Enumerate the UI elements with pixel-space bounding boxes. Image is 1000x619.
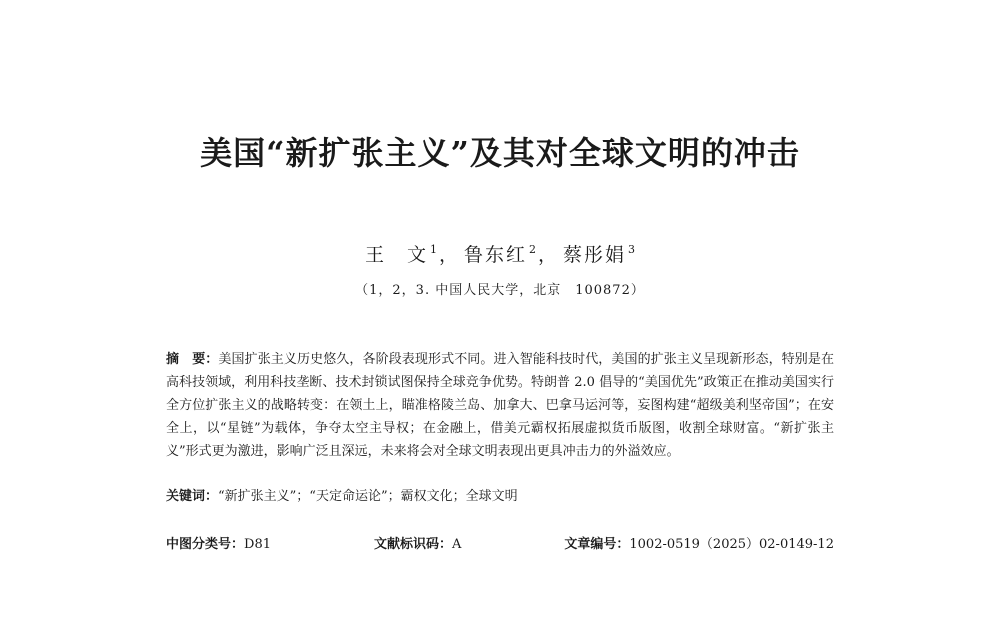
author-name: 蔡彤娟 [563,244,627,266]
document-code [374,533,461,552]
keywords [166,486,834,508]
author-separator: ， [538,244,560,266]
keywords-text: “新扩张主义”；“天定命运论”；霸权文化；全球文明 [218,489,518,504]
keywords-label: 关键词： [166,489,219,504]
affiliation-line: （1，2，3. 中国人民大学，北京 100872） [355,283,645,298]
author-separator: ， [438,244,460,266]
author-affiliation-mark: 3 [628,243,636,256]
paper-title: 美国“新扩张主义”及其对全球文明的冲击 [200,134,800,172]
classification-value: D81 [244,537,271,552]
abstract-label: 摘 要： [166,352,219,367]
author-name: 鲁东红 [463,244,527,266]
classification-label: 中图分类号： [166,537,245,552]
document-code-value: A [451,537,462,552]
abstract-text: 美国扩张主义历史悠久，各阶段表现形式不同。进入智能科技时代，美国的扩张主义呈现新形态，特别是在高科技领域，利用科技垄断、技术封锁试图保持全球竞争优势。特朗普 2.0 倡导的“美国优先”政策正在推动美国实行全方位扩张主义的战略转变：在领土上，瞄准格陵兰岛、加拿大、巴拿马运河等，妄图构建“超级美利坚帝国”；在安全上，以“星链”为载体，争夺太空主导权；在金融上，借美元霸权拓展虚拟货币版图，收割全球财富。“新扩张主义”形式更为激进，影响广泛且深远，未来将会对全球文明表现出更具冲击力的外溢效应。 [166,352,834,459]
author-affiliation-mark: 1 [429,243,437,256]
document-code-label: 文献标识码： [373,537,452,552]
author-name: 王 文 [364,244,428,266]
author-affiliation-mark: 2 [529,243,536,256]
article-number [564,533,834,552]
classification-number [166,533,271,552]
author-line [0,240,1000,267]
article-number-label: 文章编号： [564,537,630,552]
article-metadata [166,533,834,552]
article-number-value: 1002-0519（2025）02-0149-12 [629,537,834,552]
abstract [166,348,834,463]
